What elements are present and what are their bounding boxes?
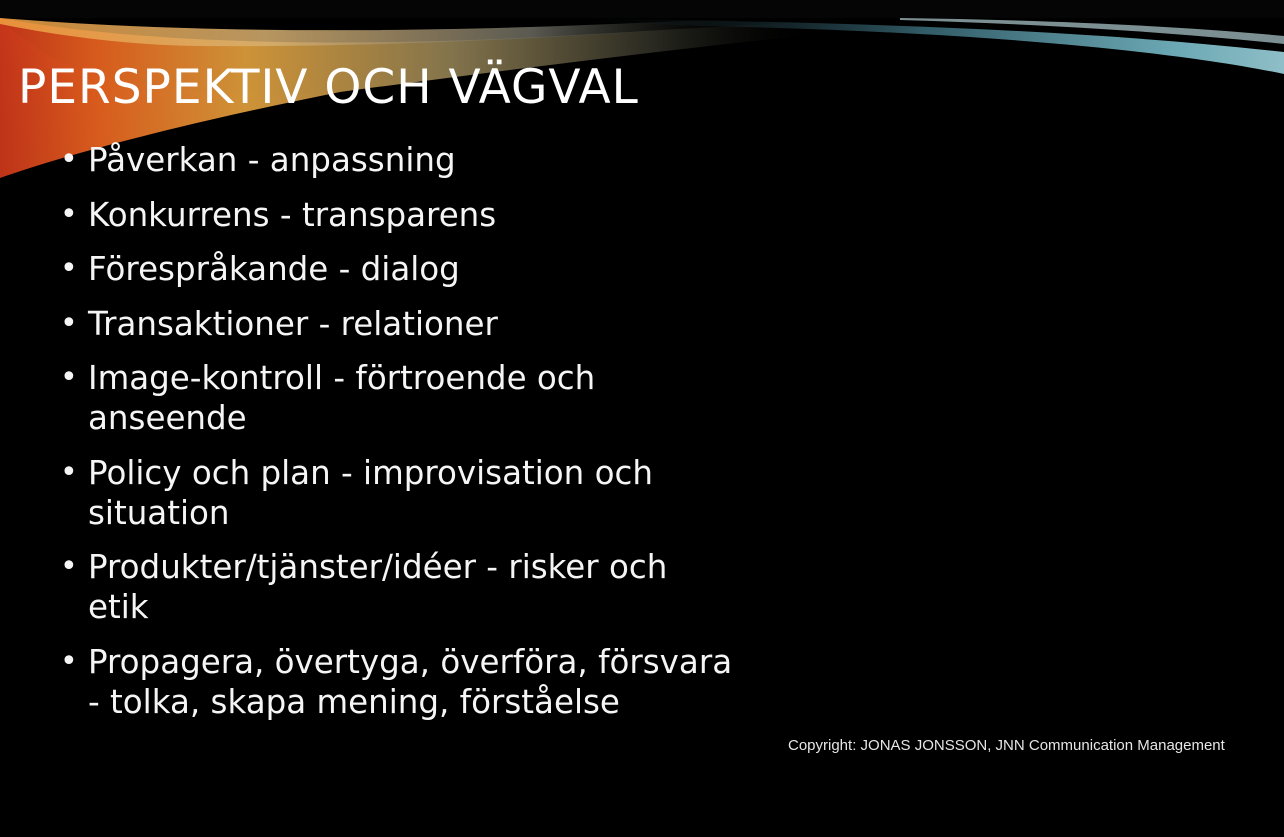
bullet-item <box>58 642 738 722</box>
bullet-dot-icon: • <box>60 549 78 584</box>
bullet-dot-icon: • <box>60 360 78 395</box>
bullet-text: Image-kontroll - förtroende och anseende <box>88 359 596 437</box>
bullet-text: Produkter/tjänster/idéer - risker och etik <box>88 548 668 626</box>
bullet-item <box>58 358 738 438</box>
bullet-list <box>58 140 738 736</box>
bullet-item <box>58 195 738 235</box>
bullet-dot-icon: • <box>60 142 78 177</box>
bullet-item <box>58 547 738 627</box>
bullet-text: Förespråkande - dialog <box>88 250 460 288</box>
bullet-text: Transaktioner - relationer <box>88 304 498 343</box>
bullet-text: Policy och plan - improvisation och situation <box>88 453 653 532</box>
bullet-item <box>58 304 738 344</box>
copyright-notice: Copyright: JONAS JONSSON, JNN Communication Management <box>788 737 1225 754</box>
bullet-text: Propagera, övertyga, överföra, försvara - tolka, skapa mening, förståelse <box>88 642 733 721</box>
bullet-dot-icon: • <box>60 251 78 286</box>
bullet-dot-icon: • <box>60 196 78 232</box>
bullet-item <box>58 140 738 180</box>
bullet-item <box>58 249 738 289</box>
bullet-item <box>58 453 738 533</box>
bullet-text: Påverkan - anpassning <box>88 141 456 179</box>
bullet-dot-icon: • <box>60 643 78 679</box>
bullet-dot-icon: • <box>60 305 78 341</box>
bullet-dot-icon: • <box>60 454 78 490</box>
bullet-text: Konkurrens - transparens <box>88 195 497 234</box>
slide-title: PERSPEKTIV OCH VÄGVAL <box>18 60 639 115</box>
